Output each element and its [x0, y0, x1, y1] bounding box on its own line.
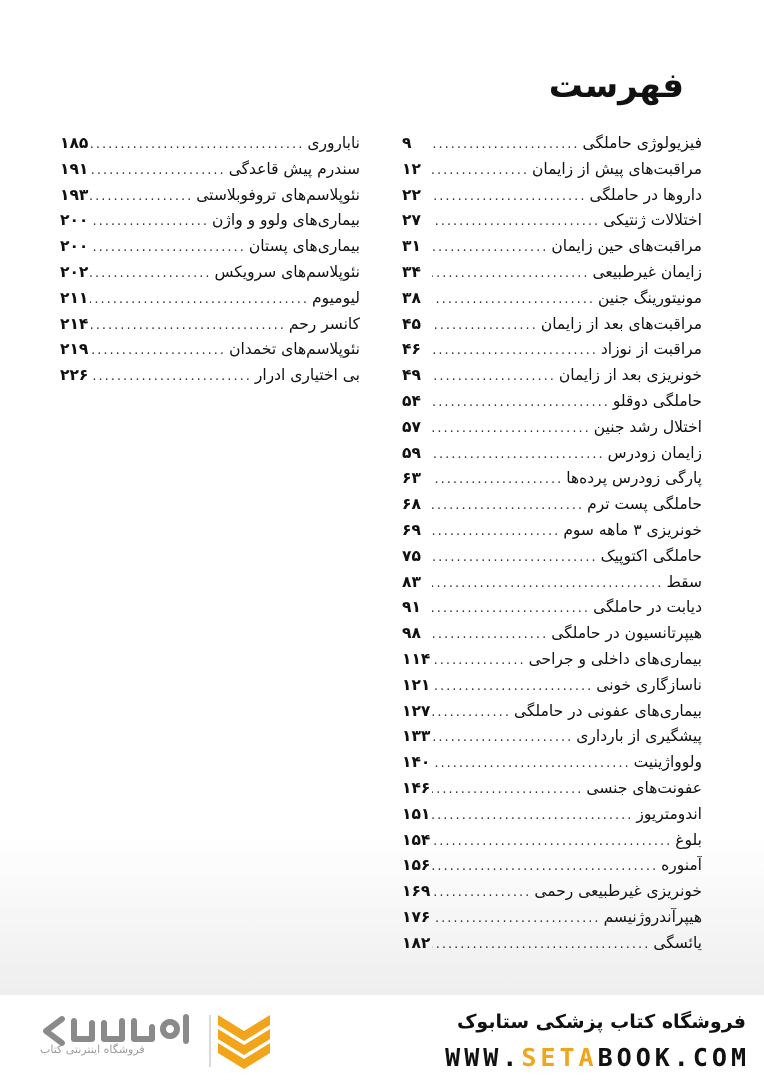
dot-leader — [432, 240, 551, 255]
toc-entry[interactable] — [402, 805, 702, 831]
toc-entry-page: ۵۴ — [402, 391, 421, 410]
dot-leader — [432, 163, 532, 178]
dot-leader — [90, 240, 249, 255]
toc-entry-page: ۱۹۳ — [60, 185, 89, 204]
toc-entry[interactable] — [402, 263, 702, 289]
store-url-link[interactable] — [445, 1043, 750, 1072]
toc-entry-title: عفونت‌های جنسی — [586, 778, 702, 797]
toc-entry-title: زایمان زودرس — [607, 443, 702, 462]
dot-leader — [432, 524, 563, 539]
toc-entry[interactable] — [60, 263, 360, 289]
url-part-2: SETA — [521, 1043, 598, 1072]
toc-entry-title: مراقبت‌های حین زایمان — [551, 237, 702, 256]
toc-entry-title: ولوواژینیت — [633, 753, 702, 772]
dot-leader — [432, 576, 666, 591]
toc-entry-page: ۶۳ — [402, 469, 421, 488]
toc-entry[interactable] — [402, 753, 702, 779]
toc-entry[interactable] — [402, 315, 702, 341]
toc-entry-page: ۱۴۶ — [402, 778, 431, 797]
dot-leader — [432, 911, 604, 926]
toc-entry-title: بیماری‌های عفونی در حاملگی — [513, 701, 702, 720]
dot-leader — [432, 189, 589, 204]
toc-entry[interactable] — [402, 134, 702, 160]
toc-entry-page: ۲۲ — [402, 185, 421, 204]
toc-entry-page: ۱۵۴ — [402, 830, 431, 849]
toc-entry-title: پیشگیری از بارداری — [576, 727, 702, 746]
toc-entry-title: مراقبت از نوزاد — [600, 340, 702, 359]
url-part-3: B — [597, 1043, 617, 1072]
dot-leader — [432, 808, 636, 823]
toc-entry-title: هیپرآندروژنیسم — [603, 907, 702, 926]
dot-leader — [90, 137, 307, 152]
dot-leader — [432, 318, 541, 333]
page-title: فهرست — [548, 66, 684, 106]
toc-entry-page: ۳۸ — [402, 288, 421, 307]
toc-entry[interactable] — [402, 624, 702, 650]
dot-leader — [432, 214, 603, 229]
toc-entry-page: ۱۹۱ — [60, 159, 89, 178]
toc-entry-page: ۱۳۳ — [402, 727, 431, 746]
toc-entry[interactable] — [402, 650, 702, 676]
toc-entry-page: ۹۱ — [402, 598, 421, 617]
toc-entry[interactable] — [60, 237, 360, 263]
dot-leader — [432, 834, 675, 849]
toc-entry[interactable] — [60, 186, 360, 212]
dot-leader — [432, 937, 653, 952]
dot-leader — [432, 550, 601, 565]
toc-entry[interactable] — [402, 573, 702, 599]
toc-entry[interactable] — [402, 211, 702, 237]
toc-entry-page: ۵۷ — [402, 417, 421, 436]
dot-leader — [432, 421, 594, 436]
toc-entry-title: بی اختیاری ادرار — [254, 366, 360, 385]
toc-entry[interactable] — [60, 366, 360, 392]
toc-entry-page: ۲۱۹ — [60, 340, 89, 359]
dot-leader — [90, 266, 215, 281]
toc-entry-page: ۴۶ — [402, 340, 421, 359]
dot-leader — [432, 885, 534, 900]
toc-entry-title: اختلالات ژنتیکی — [603, 211, 702, 230]
toc-entry[interactable] — [402, 598, 702, 624]
toc-entry[interactable] — [402, 160, 702, 186]
toc-entry-title: نئوپلاسم‌های تخمدان — [229, 340, 360, 359]
toc-entry-page: ۱۱۴ — [402, 649, 431, 668]
toc-entry-title: مراقبت‌های پیش از زایمان — [532, 159, 702, 178]
dot-leader — [432, 369, 559, 384]
toc-entry-page: ۱۲ — [402, 159, 421, 178]
toc-entry-page: ۲۰۰ — [60, 237, 89, 256]
dot-leader — [90, 369, 255, 384]
toc-entry[interactable] — [402, 547, 702, 573]
toc-entry-title: اندومتریوز — [636, 804, 702, 823]
dot-leader — [432, 447, 608, 462]
toc-entry[interactable] — [402, 392, 702, 418]
toc-entry[interactable] — [402, 444, 702, 470]
dot-leader — [432, 782, 586, 797]
toc-entry[interactable] — [402, 366, 702, 392]
toc-entry-page: ۲۰۰ — [60, 211, 89, 230]
dot-leader — [432, 343, 601, 358]
toc-entry-title: اختلال رشد جنین — [593, 417, 702, 436]
toc-entry-page: ۲۰۲ — [60, 262, 89, 281]
toc-entry-title: مراقبت‌های بعد از زایمان — [540, 314, 702, 333]
dot-leader — [432, 705, 514, 720]
toc-entry[interactable] — [60, 340, 360, 366]
toc-entry-page: ۵۹ — [402, 443, 421, 462]
toc-column-left — [60, 134, 360, 392]
toc-entry-title: کانسر رحم — [288, 314, 360, 333]
toc-column-right — [402, 134, 702, 960]
dot-leader — [90, 292, 312, 307]
toc-entry[interactable] — [402, 418, 702, 444]
toc-entry-page: ۸۳ — [402, 572, 421, 591]
dot-leader — [432, 266, 592, 281]
dot-leader — [432, 601, 593, 616]
toc-entry-page: ۲۱۴ — [60, 314, 89, 333]
toc-entry[interactable] — [402, 908, 702, 934]
dot-leader — [432, 472, 566, 487]
toc-entry-title: نئوپلاسم‌های سرویکس — [214, 262, 360, 281]
toc-entry[interactable] — [60, 134, 360, 160]
dot-leader — [432, 627, 551, 642]
toc-entry-title: حاملگی دوقلو — [612, 391, 702, 410]
toc-entry[interactable] — [402, 186, 702, 212]
toc-entry[interactable] — [60, 211, 360, 237]
toc-entry-title: خونریزی بعد از زایمان — [558, 366, 702, 385]
dot-leader — [432, 498, 587, 513]
toc-entry-page: ۶۸ — [402, 495, 421, 514]
toc-entry-page: ۷۵ — [402, 546, 421, 565]
toc-entry-title: بیماری‌های ولوو و واژن — [212, 211, 360, 230]
toc-entry[interactable] — [402, 831, 702, 857]
toc-entry-title: بلوغ — [675, 830, 702, 849]
toc-entry[interactable] — [402, 934, 702, 960]
toc-entry[interactable] — [402, 469, 702, 495]
toc-entry-title: ناسازگاری خونی — [596, 675, 702, 694]
dot-leader — [432, 756, 634, 771]
setabook-logo-icon — [22, 1009, 302, 1071]
store-footer — [0, 995, 764, 1080]
toc-entry-page: ۱۵۶ — [402, 856, 431, 875]
dot-leader — [90, 189, 196, 204]
toc-entry-page: ۳۴ — [402, 262, 421, 281]
toc-entry[interactable] — [402, 727, 702, 753]
toc-entry[interactable] — [60, 289, 360, 315]
toc-entry-title: پارگی زودرس پرده‌ها — [566, 469, 702, 488]
toc-entry-title: خونریزی ۳ ماهه سوم — [563, 520, 702, 539]
toc-entry-title: هیپرتانسیون در حاملگی — [551, 624, 702, 643]
toc-entry-title: سندرم پیش قاعدگی — [228, 159, 360, 178]
toc-entry-title: آمنوره — [661, 856, 702, 875]
toc-entry-title: سقط — [666, 572, 702, 591]
toc-entry-title: یائسگی — [653, 933, 702, 952]
dot-leader — [90, 318, 289, 333]
toc-entry-title: دیابت در حاملگی — [593, 598, 702, 617]
dot-leader — [90, 214, 212, 229]
url-part-4: OOK.COM — [616, 1043, 750, 1072]
dot-leader — [432, 395, 613, 410]
toc-entry[interactable] — [402, 289, 702, 315]
toc-entry[interactable] — [402, 521, 702, 547]
toc-entry[interactable] — [402, 702, 702, 728]
toc-entry-title: مونیتورینگ جنین — [598, 288, 702, 307]
toc-entry[interactable] — [402, 495, 702, 521]
toc-entry-page: ۴۵ — [402, 314, 421, 333]
toc-entry[interactable] — [402, 676, 702, 702]
dot-leader — [90, 343, 229, 358]
toc-entry-page: ۲۲۶ — [60, 366, 89, 385]
dot-leader — [432, 137, 583, 152]
toc-entry-page: ۱۲۱ — [402, 675, 431, 694]
toc-entry-title: حاملگی پست ترم — [587, 495, 702, 514]
toc-entry-title: لیومیوم — [312, 288, 360, 307]
toc-entry[interactable] — [60, 315, 360, 341]
dot-leader — [432, 653, 529, 668]
url-part-1: WWW. — [445, 1043, 522, 1072]
toc-entry-title: داروها در حاملگی — [589, 185, 702, 204]
toc-entry-page: ۱۶۹ — [402, 882, 431, 901]
toc-entry-page: ۱۵۱ — [402, 804, 431, 823]
dot-leader — [432, 679, 596, 694]
store-name: فروشگاه کتاب پزشکی ستابوک — [456, 1011, 746, 1033]
toc-entry-page: ۳۱ — [402, 237, 421, 256]
dot-leader — [432, 730, 576, 745]
dot-leader — [432, 859, 661, 874]
dot-leader — [90, 163, 229, 178]
toc-entry-page: ۱۸۲ — [402, 933, 431, 952]
toc-entry[interactable] — [402, 856, 702, 882]
toc-entry-page: ۹ — [402, 134, 412, 152]
toc-entry-title: بیماری‌های پستان — [248, 237, 360, 256]
chevron-stack-icon — [218, 1015, 270, 1069]
toc-entry[interactable] — [402, 779, 702, 805]
logo-caption: فروشگاه اینترنتی کتاب — [40, 1043, 145, 1056]
dot-leader — [432, 292, 598, 307]
toc-entry-title: بیماری‌های داخلی و جراحی — [528, 649, 702, 668]
toc-entry-title: حاملگی اکتوپیک — [600, 546, 702, 565]
toc-entry-page: ۲۱۱ — [60, 288, 89, 307]
toc-entry-page: ۱۸۵ — [60, 134, 89, 152]
toc-entry-page: ۶۹ — [402, 520, 421, 539]
toc-entry-title: نئوپلاسم‌های تروفوبلاستی — [196, 185, 360, 204]
toc-entry-title: خونریزی غیرطبیعی رحمی — [534, 882, 702, 901]
toc-entry[interactable] — [402, 882, 702, 908]
toc-entry-page: ۱۷۶ — [402, 907, 431, 926]
toc-entry-page: ۲۷ — [402, 211, 421, 230]
toc-entry-title: ناباروری — [307, 134, 360, 152]
toc-entry-title: فیزیولوژی حاملگی — [582, 134, 702, 152]
toc-entry-page: ۱۴۰ — [402, 753, 431, 772]
toc-entry-page: ۹۸ — [402, 624, 421, 643]
toc-entry-page: ۱۲۷ — [402, 701, 431, 720]
toc-entry-page: ۴۹ — [402, 366, 421, 385]
toc-entry-title: زایمان غیرطبیعی — [592, 262, 702, 281]
toc-entry[interactable] — [402, 237, 702, 263]
toc-entry[interactable] — [402, 340, 702, 366]
toc-entry[interactable] — [60, 160, 360, 186]
